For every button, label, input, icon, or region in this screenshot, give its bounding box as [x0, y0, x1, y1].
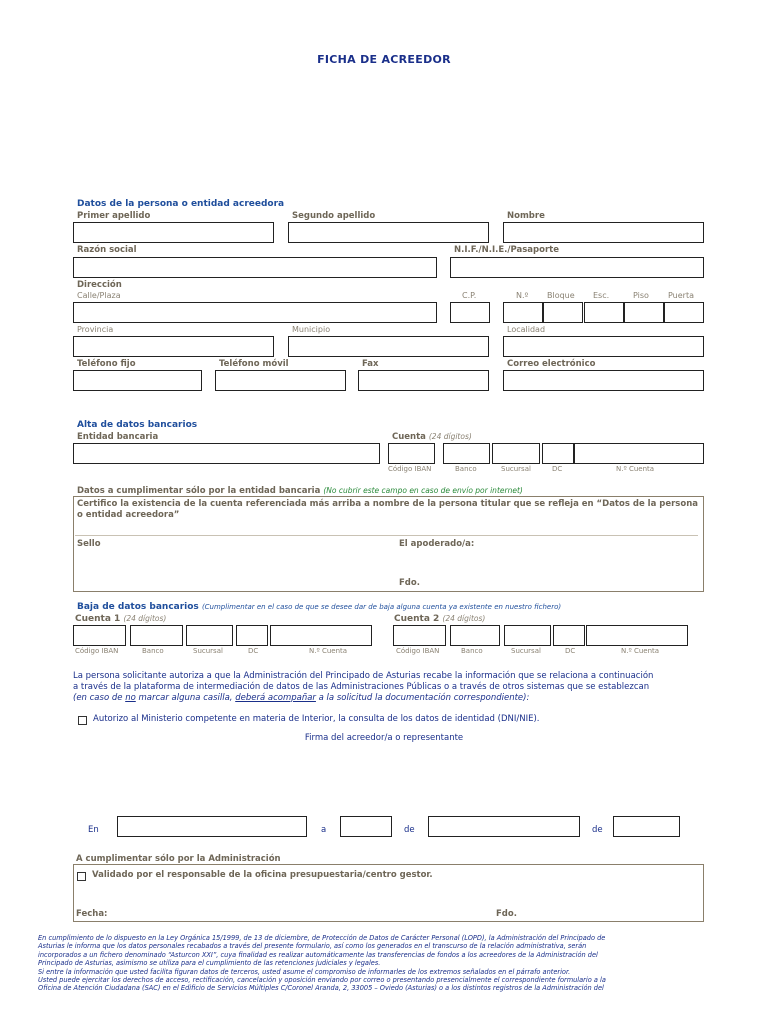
dia-field[interactable]	[340, 816, 392, 837]
certifico-text: Certifico la existencia de la cuenta referenciada más arriba a nombre de la persona titular que se refleja en “Datos de la persona o entidad acreedora”	[77, 499, 698, 520]
razon-social-field[interactable]	[73, 257, 437, 278]
alta-banco-field[interactable]	[443, 443, 490, 464]
segundo-apellido-field[interactable]	[288, 222, 489, 243]
primer-apellido-field[interactable]	[73, 222, 274, 243]
baja2-numero-cuenta-caption: N.º Cuenta	[621, 647, 660, 655]
alta-sucursal-field[interactable]	[492, 443, 540, 464]
lugar-field[interactable]	[117, 816, 307, 837]
bloque-field[interactable]	[543, 302, 583, 323]
baja-heading: Baja de datos bancarios (Cumplimentar en el caso de que se desee dar de baja alguna cuenta ya existente en nuestro fichero)	[77, 602, 562, 612]
cuenta-label: Cuenta (24 dígitos)	[392, 432, 472, 442]
validado-checkbox[interactable]	[77, 872, 86, 881]
baja2-banco-caption: Banco	[461, 647, 483, 655]
esc-label: Esc.	[593, 291, 610, 300]
anio-field[interactable]	[613, 816, 680, 837]
admin-fecha-label: Fecha:	[76, 909, 108, 919]
telefono-fijo-field[interactable]	[73, 370, 202, 391]
localidad-field[interactable]	[503, 336, 704, 357]
validado-label: Validado por el responsable de la oficina presupuestaria/centro gestor.	[92, 870, 433, 880]
provincia-label: Provincia	[77, 325, 114, 334]
admin-heading: A cumplimentar sólo por la Administración	[76, 854, 281, 864]
segundo-apellido-label: Segundo apellido	[292, 211, 376, 221]
en-label: En	[88, 825, 99, 835]
baja2-sucursal-caption: Sucursal	[511, 647, 541, 655]
telefono-movil-field[interactable]	[215, 370, 346, 391]
alta-dc-caption: DC	[552, 465, 563, 473]
autorizo-label: Autorizo al Ministerio competente en materia de Interior, la consulta de los datos de identidad (DNI/NIE).	[93, 714, 540, 724]
firma-label: Firma del acreedor/a o representante	[304, 733, 464, 743]
nombre-label: Nombre	[507, 211, 545, 221]
numero-field[interactable]	[503, 302, 543, 323]
baja1-dc-field[interactable]	[236, 625, 268, 646]
municipio-label: Municipio	[292, 325, 331, 334]
provincia-field[interactable]	[73, 336, 274, 357]
entidad-bancaria-label: Entidad bancaria	[77, 432, 159, 442]
fax-label: Fax	[362, 359, 379, 369]
puerta-field[interactable]	[664, 302, 704, 323]
numero-label: N.º	[516, 291, 529, 300]
nif-label: N.I.F./N.I.E./Pasaporte	[454, 245, 559, 255]
piso-field[interactable]	[624, 302, 664, 323]
entidad-bancaria-heading: Datos a cumplimentar sólo por la entidad bancaria (No cubrir este campo en caso de envío por internet)	[77, 486, 523, 496]
alta-iban-caption: Código IBAN	[388, 465, 432, 473]
correo-field[interactable]	[503, 370, 704, 391]
piso-label: Piso	[633, 291, 649, 300]
esc-field[interactable]	[584, 302, 624, 323]
puerta-label: Puerta	[668, 291, 695, 300]
bloque-label: Bloque	[547, 291, 575, 300]
cp-field[interactable]	[450, 302, 490, 323]
cp-label: C.P.	[462, 291, 477, 300]
certifico-divider	[75, 535, 698, 536]
primer-apellido-label: Primer apellido	[77, 211, 151, 221]
calle-field[interactable]	[73, 302, 437, 323]
baja2-iban-field[interactable]	[393, 625, 446, 646]
baja1-banco-caption: Banco	[142, 647, 164, 655]
telefono-fijo-label: Teléfono fijo	[77, 359, 136, 369]
municipio-field[interactable]	[288, 336, 489, 357]
de2-label: de	[592, 825, 603, 835]
alta-sucursal-caption: Sucursal	[501, 465, 531, 473]
a-label: a	[321, 825, 327, 835]
page-title: FICHA DE ACREEDOR	[317, 53, 451, 66]
alta-dc-field[interactable]	[542, 443, 574, 464]
baja1-sucursal-caption: Sucursal	[193, 647, 223, 655]
alta-iban-field[interactable]	[388, 443, 435, 464]
baja1-iban-caption: Código IBAN	[75, 647, 119, 655]
baja1-sucursal-field[interactable]	[186, 625, 233, 646]
alta-banco-caption: Banco	[455, 465, 477, 473]
telefono-movil-label: Teléfono móvil	[219, 359, 289, 369]
nif-field[interactable]	[450, 257, 704, 278]
baja1-numero-cuenta-field[interactable]	[270, 625, 372, 646]
alta-heading: Alta de datos bancarios	[77, 420, 198, 430]
de1-label: de	[404, 825, 415, 835]
fdo-label: Fdo.	[399, 578, 420, 588]
baja2-iban-caption: Código IBAN	[396, 647, 440, 655]
razon-social-label: Razón social	[77, 245, 137, 255]
cuenta1-label: Cuenta 1 (24 dígitos)	[75, 614, 167, 624]
correo-label: Correo electrónico	[507, 359, 596, 369]
entidad-bancaria-field[interactable]	[73, 443, 380, 464]
nombre-field[interactable]	[503, 222, 704, 243]
section-persona-heading: Datos de la persona o entidad acreedora	[77, 199, 285, 209]
localidad-label: Localidad	[507, 325, 546, 334]
direccion-label: Dirección	[77, 280, 122, 290]
sello-label: Sello	[77, 539, 101, 549]
admin-fdo-label: Fdo.	[496, 909, 517, 919]
baja2-numero-cuenta-field[interactable]	[586, 625, 688, 646]
apoderado-label: El apoderado/a:	[399, 539, 475, 549]
alta-numero-cuenta-caption: N.º Cuenta	[616, 465, 655, 473]
baja2-banco-field[interactable]	[450, 625, 500, 646]
calle-label: Calle/Plaza	[77, 291, 121, 300]
baja2-dc-field[interactable]	[553, 625, 585, 646]
baja1-numero-cuenta-caption: N.º Cuenta	[309, 647, 348, 655]
autorizo-checkbox[interactable]	[78, 716, 87, 725]
baja1-banco-field[interactable]	[130, 625, 183, 646]
mes-field[interactable]	[428, 816, 580, 837]
fax-field[interactable]	[358, 370, 489, 391]
baja2-dc-caption: DC	[565, 647, 576, 655]
autoriza-paragraph: La persona solicitante autoriza a que la Administración del Principado de Asturias recabe la información que se relaciona a continuación a través de la plataforma de intermediación de datos de las Administraciones Públicas o a través de otros sistemas que se establezcan (en caso de no marcar alguna casilla, deberá acompañar a la solicitud la documentación correspondiente):	[73, 671, 654, 703]
cuenta2-label: Cuenta 2 (24 dígitos)	[394, 614, 486, 624]
baja1-iban-field[interactable]	[73, 625, 126, 646]
baja1-dc-caption: DC	[248, 647, 259, 655]
alta-numero-cuenta-field[interactable]	[574, 443, 704, 464]
baja2-sucursal-field[interactable]	[504, 625, 551, 646]
legal-footer: En cumplimiento de lo dispuesto en la Ley Orgánica 15/1999, de 13 de diciembre, de Protección de Datos de Carácter Personal (LOPD), la Administración del Principado de Asturias le informa que los datos personales recabados a través del presente formulario, así como los generados en el transcurso de la relación administrativa, serán incorporados a un fichero denominado “Asturcon XXI”, cuya finalidad es realizar automáticamente las transferencias de fondos a los acreedores de la Administración del Principado de Asturias, asimismo se utiliza para el cumplimiento de las retenciones judiciales y legales. Si entre la información que usted facilita figuran datos de terceros, usted asume el compromiso de informarles de los extremos señalados en el párrafo anterior. Usted puede ejercitar los derechos de acceso, rectificación, cancelación y oposición enviando por correo o presentando presencialmente el correspondiente formulario a la Oficina de Atención Ciudadana (SAC) en el Edificio de Servicios Múltiples C/Coronel Aranda, 2, 33005 – Oviedo (Asturias) o a los distintos registros de la Administración del	[38, 934, 606, 993]
